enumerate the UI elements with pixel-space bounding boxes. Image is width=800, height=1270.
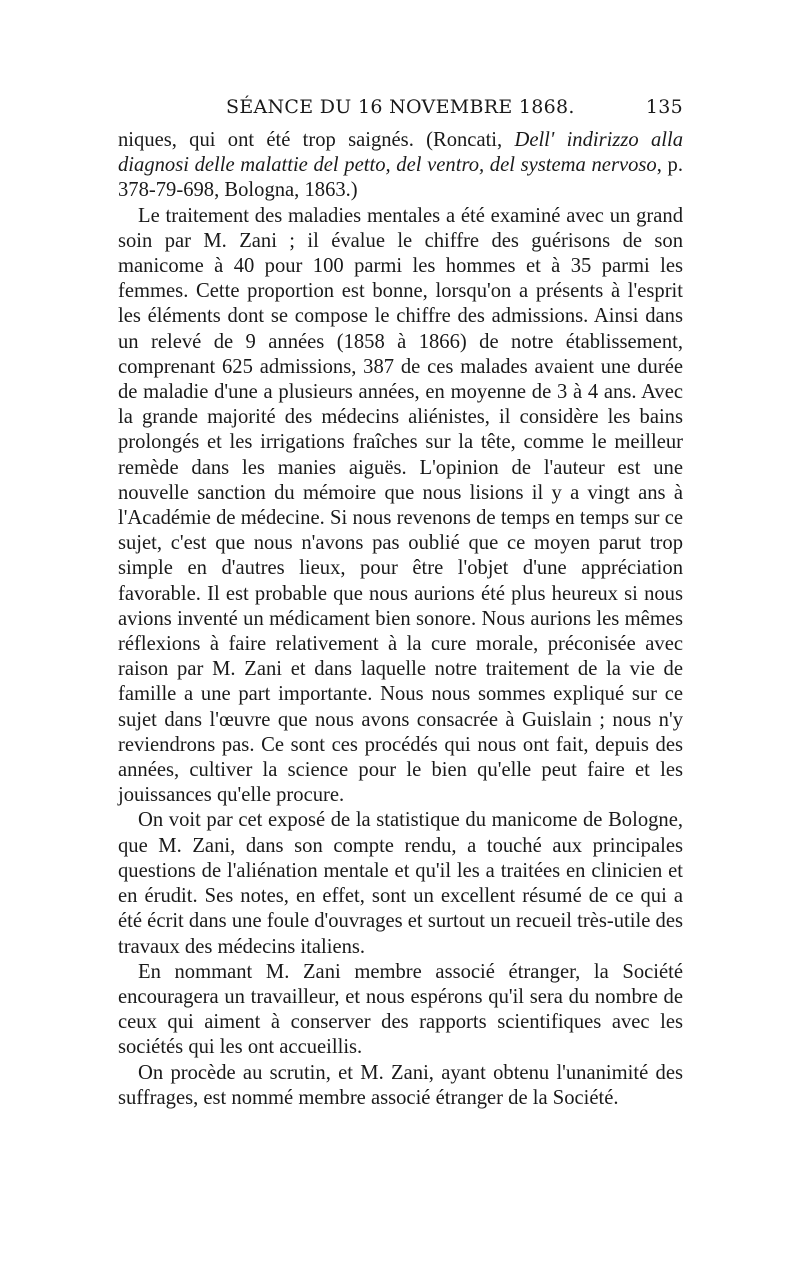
page-number: 135 (645, 96, 683, 118)
paragraph-4: En nommant M. Zani membre associé étranger, la Société encouragera un travailleur, et nous espérons qu'il sera du nombre de ceux qui aiment à conserver des rapports scientifiques avec les sociétés qui les ont accueillis. (118, 960, 683, 1059)
paragraph-1-text-start: niques, qui ont été trop saignés. (Roncati, (118, 129, 515, 151)
running-head (118, 96, 683, 126)
paragraph-3: On voit par cet exposé de la statistique du manicome de Bologne, que M. Zani, dans son compte rendu, a touché aux principales questions de l'aliénation mentale et qu'il les a traitées en clinicien et en érudit. Ses notes, en effet, sont un excellent résumé de ce qui a été écrit dans une foule d'ouvrages et surtout un recueil très-utile des travaux des médecins italiens. (118, 809, 683, 958)
cited-work-title: Dell' indirizzo alla diagnosi delle malattie del petto, del ventro, del systema nervoso (118, 129, 683, 177)
paragraph-1-text-end: , p. 378-79-698, Bologna, 1863.) (118, 154, 683, 202)
running-head-title: SÉANCE DU 16 NOVEMBRE 1868. (226, 96, 575, 118)
paragraph-5: On procède au scrutin, et M. Zani, ayant obtenu l'unanimité des suffrages, est nommé membre associé étranger de la Société. (118, 1061, 683, 1109)
body-text (118, 128, 683, 1111)
paragraph-1 (118, 128, 683, 204)
paragraph-2: Le traitement des maladies mentales a été examiné avec un grand soin par M. Zani ; il évalue le chiffre des guérisons de son manicome à 40 pour 100 parmi les hommes et à 35 parmi les femmes. Cette proportion est bonne, lorsqu'on a présents à l'esprit les éléments dont se compose le chiffre des admissions. Ainsi dans un relevé de 9 années (1858 à 1866) de notre établissement, comprenant 625 admissions, 387 de ces malades avaient une durée de maladie d'une a plusieurs années, en moyenne de 3 à 4 ans. Avec la grande majorité des médecins aliénistes, il considère les bains prolongés et les irrigations fraîches sur la tête, comme le meilleur remède dans les manies aiguës. L'opinion de l'auteur est une nouvelle sanction du mémoire que nous lisions il y a vingt ans à l'Académie de médecine. Si nous revenons de temps en temps sur ce sujet, c'est que nous n'avons pas oublié que ce moyen parut trop simple en d'autres lieux, pour être l'objet d'une appréciation favorable. Il est probable que nous aurions été plus heureux si nous avions inventé un médicament bien sonore. Nous aurions les mêmes réflexions à faire relativement à la cure morale, préconisée avec raison par M. Zani et dans laquelle notre traitement de la vie de famille a une part importante. Nous nous sommes expliqué sur ce sujet dans l'œuvre que nous avons consacrée à Guislain ; nous n'y reviendrons pas. Ce sont ces procédés qui nous ont fait, depuis des années, cultiver la science pour le bien qu'elle peut faire et les jouissances qu'elle procure. (118, 204, 683, 807)
